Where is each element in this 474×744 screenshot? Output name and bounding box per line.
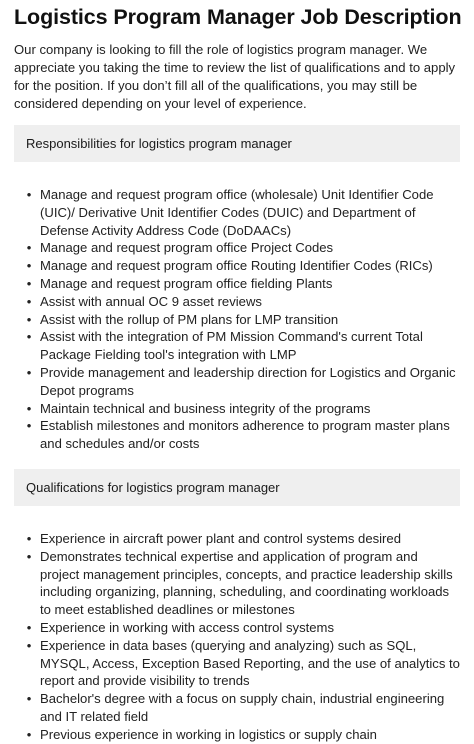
bullet-icon: • — [26, 637, 32, 653]
list-item — [14, 619, 460, 637]
intro-paragraph: Our company is looking to fill the role of logistics program manager. We appreciate you taking the time to review the list of qualifications and to apply for the position. If you don’t fill all of the qualifications, you may still be considered depending on your level of experience. — [14, 42, 456, 111]
list-item-text: Manage and request program office (wholesale) Unit Identifier Code (UIC)/ Derivative Unit Identifier Codes (DUIC) and Department of Defense Activity Address Code (DoDAACs) — [40, 187, 434, 238]
list-item — [14, 239, 460, 257]
list-item — [14, 637, 460, 690]
bullet-icon: • — [26, 275, 32, 291]
qualifications-list — [14, 530, 460, 744]
list-item-text: Bachelor's degree with a focus on supply chain, industrial engineering and IT related field — [40, 691, 445, 724]
list-item-text: Manage and request program office Project Codes — [40, 240, 334, 256]
list-item — [14, 257, 460, 275]
list-item-text: Establish milestones and monitors adherence to program master plans and schedules and/or costs — [40, 418, 450, 452]
bullet-icon: • — [26, 258, 32, 274]
list-item — [14, 548, 460, 619]
qualifications-heading: Qualifications for logistics program manager — [14, 469, 460, 506]
list-item-text: Manage and request program office fielding Plants — [40, 275, 333, 291]
list-item — [14, 417, 460, 453]
list-item — [14, 690, 460, 726]
bullet-icon: • — [26, 548, 32, 564]
list-item-text: Assist with annual OC 9 asset reviews — [40, 293, 262, 309]
list-item-text: Experience in data bases (querying and analyzing) such as SQL, MYSQL, Access, Exception Based Reporting, and the use of analytics to report and provide visibility to trends — [40, 637, 460, 689]
page-title: Logistics Program Manager Job Description — [14, 5, 462, 29]
bullet-icon: • — [26, 329, 32, 345]
bullet-icon: • — [26, 619, 32, 635]
list-item — [14, 293, 460, 311]
list-item — [14, 726, 460, 744]
list-item-text: Previous experience in working in logistics or supply chain — [40, 726, 377, 742]
list-item-text: Demonstrates technical expertise and application of program and project management principles, concepts, and practice leadership skills including organizing, planning, scheduling, and coordinating workloads to meet established deadlines or milestones — [40, 548, 453, 618]
bullet-icon: • — [26, 400, 32, 416]
list-item — [14, 328, 460, 364]
list-item-text: Manage and request program office Routing Identifier Codes (RICs) — [40, 258, 433, 274]
responsibilities-heading: Responsibilities for logistics program manager — [14, 125, 460, 162]
bullet-icon: • — [26, 530, 32, 546]
bullet-icon: • — [26, 691, 32, 707]
list-item-text: Assist with the integration of PM Mission Command's current Total Package Fielding tool's integration with LMP — [40, 329, 423, 363]
bullet-icon: • — [26, 240, 32, 256]
list-item-text: Experience in aircraft power plant and control systems desired — [40, 530, 401, 546]
list-item-text: Provide management and leadership direction for Logistics and Organic Depot programs — [40, 364, 456, 398]
bullet-icon: • — [26, 293, 32, 309]
list-item — [14, 530, 460, 548]
bullet-icon: • — [26, 187, 32, 202]
list-item — [14, 275, 460, 293]
list-item — [14, 364, 460, 400]
list-item-text: Experience in working with access control systems — [40, 619, 334, 635]
list-item — [14, 400, 460, 418]
list-item-text: Assist with the rollup of PM plans for LMP transition — [40, 311, 339, 327]
bullet-icon: • — [26, 726, 32, 742]
list-item — [14, 311, 460, 329]
bullet-icon: • — [26, 418, 32, 434]
bullet-icon: • — [26, 364, 32, 380]
responsibilities-list — [14, 186, 460, 453]
list-item-text: Maintain technical and business integrity of the programs — [40, 400, 371, 416]
bullet-icon: • — [26, 311, 32, 327]
list-item — [14, 186, 460, 239]
